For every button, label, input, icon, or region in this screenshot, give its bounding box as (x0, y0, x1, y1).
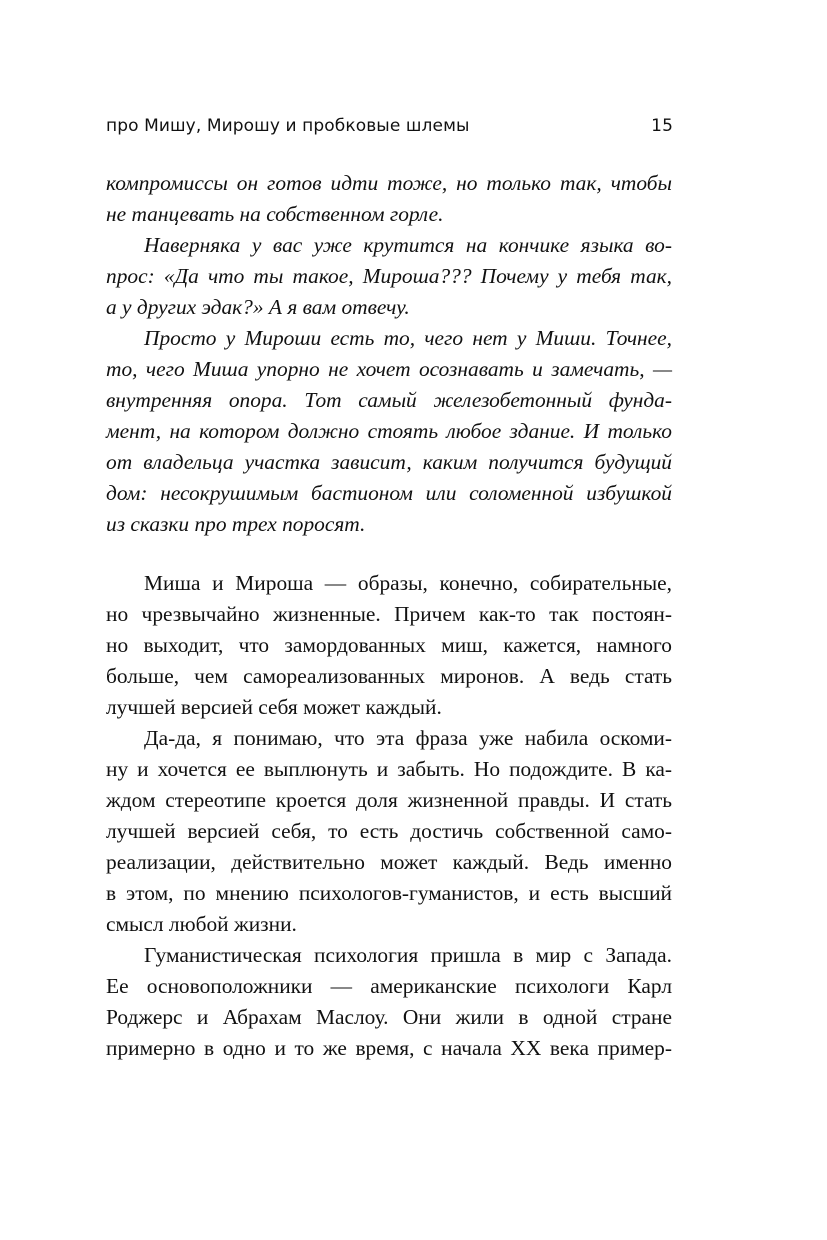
roman-text-block (106, 568, 672, 1064)
text-line: но чрезвычайно жизненные. Причем как-то так постоян- (106, 602, 672, 626)
text-line: из сказки про трех поросят. (106, 512, 366, 536)
text-line: мент, на котором должно стоять любое здание. И только (106, 419, 672, 443)
paragraph (106, 323, 672, 540)
paragraph (106, 940, 672, 1064)
text-line: лучшей версией себя может каждый. (106, 695, 442, 719)
text-line: дом: несокрушимым бастионом или соломенной избушкой (106, 481, 672, 505)
paragraph (106, 723, 672, 940)
text-line: Наверняка у вас уже крутится на кончике языка во- (144, 233, 672, 257)
paragraph (106, 230, 672, 323)
text-line: Роджерс и Абрахам Маслоу. Они жили в одной стране (106, 1005, 672, 1029)
text-line: ждом стереотипе кроется доля жизненной правды. И стать (106, 788, 672, 812)
text-line: реализации, действительно может каждый. Ведь именно (106, 850, 672, 874)
text-line: Просто у Мироши есть то, чего нет у Миши. Точнее, (144, 326, 672, 350)
text-line: Да-да, я понимаю, что эта фраза уже набила оскоми- (144, 726, 672, 750)
text-line: не танцевать на собственном горле. (106, 202, 444, 226)
text-line: в этом, по мнению психологов-гуманистов, и есть высший (106, 881, 672, 905)
italic-text-block (106, 168, 672, 540)
text-line: компромиссы он готов идти тоже, но только так, чтобы (106, 171, 672, 195)
text-line: а у других эдак?» А я вам отвечу. (106, 295, 410, 319)
text-line: больше, чем самореализованных миронов. А ведь стать (106, 664, 672, 688)
paragraph (106, 168, 672, 230)
text-line: то, чего Миша упорно не хочет осознавать и замечать, — (106, 357, 672, 381)
text-line: Ее основоположники — американские психологи Карл (106, 974, 672, 998)
text-line: лучшей версией себя, то есть достичь собственной само- (106, 819, 672, 843)
text-line: Гуманистическая психология пришла в мир с Запада. (144, 943, 672, 967)
text-line: прос: «Да что ты такое, Мироша??? Почему у тебя так, (106, 264, 672, 288)
running-head (106, 116, 673, 136)
running-title: про Мишу, Мирошу и пробковые шлемы (106, 116, 470, 136)
text-line: но выходит, что замордованных миш, кажется, намного (106, 633, 672, 657)
text-line: от владельца участка зависит, каким получится будущий (106, 450, 672, 474)
paragraph (106, 568, 672, 723)
page-number: 15 (651, 116, 673, 136)
text-line: примерно в одно и то же время, с начала XX века пример- (106, 1036, 672, 1060)
text-line: внутренняя опора. Тот самый железобетонный фунда- (106, 388, 672, 412)
text-line: ну и хочется ее выплюнуть и забыть. Но подождите. В ка- (106, 757, 672, 781)
text-line: Миша и Мироша — образы, конечно, собирательные, (144, 571, 672, 595)
text-line: смысл любой жизни. (106, 912, 297, 936)
